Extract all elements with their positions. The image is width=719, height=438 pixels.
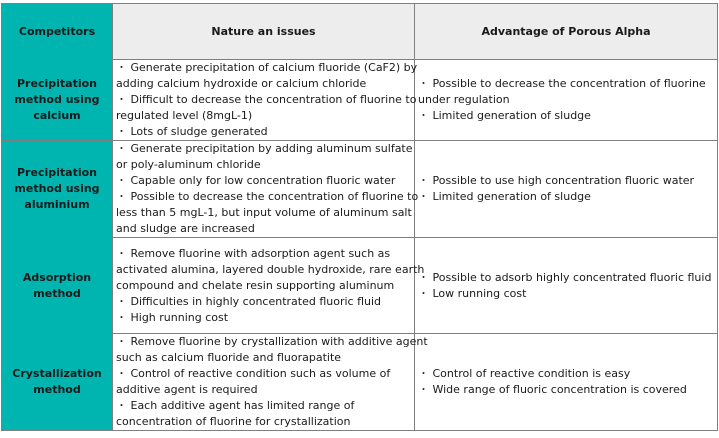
issue-line: and sludge are increased	[116, 222, 255, 235]
issue-line: ・ Remove fluorine by crystallization with additive agent	[116, 335, 428, 348]
competitor-name-line: method using	[14, 93, 100, 106]
advantage-line: ・ Limited generation of sludge	[418, 109, 591, 122]
advantage-line: ・ Possible to use high concentration fluoric water	[418, 174, 695, 187]
issue-line: ・ High running cost	[116, 310, 229, 324]
advantage-line: ・ Wide range of fluoric concentration is covered	[418, 383, 687, 396]
issue-line: or poly-aluminum chloride	[116, 158, 261, 171]
issue-line: ・ Difficult to decrease the concentration of fluorine to	[116, 93, 417, 106]
competitor-name	[2, 334, 113, 431]
competitor-name-line: method	[33, 286, 81, 300]
competitor-name	[2, 60, 113, 141]
advantage-line: ・ Limited generation of sludge	[418, 190, 591, 203]
issue-line: ・ Capable only for low concentration fluoric water	[116, 174, 396, 187]
competitor-name	[2, 238, 113, 334]
table-row	[2, 141, 718, 238]
header-advantage: Advantage of Porous Alpha	[415, 4, 718, 60]
issue-line: ・ Each additive agent has limited range of	[116, 399, 355, 412]
advantages-cell	[415, 141, 718, 238]
advantage-line: ・ Control of reactive condition is easy	[418, 367, 631, 380]
issues-cell	[113, 334, 428, 431]
issues-cell	[113, 60, 418, 141]
header-nature-issues: Nature an issues	[113, 4, 415, 60]
issue-line: additive agent is required	[116, 383, 258, 396]
competitor-name-line: calcium	[33, 109, 81, 122]
issue-line: concentration of fluorine for crystallization	[116, 415, 351, 428]
competitor-name-line: method	[33, 383, 81, 396]
issue-line: activated alumina, layered double hydroxide, rare earth	[116, 262, 425, 276]
competitor-comparison-table	[1, 3, 718, 431]
issue-line: such as calcium fluoride and fluorapatite	[116, 351, 342, 364]
issue-line: ・ Lots of sludge generated	[116, 125, 268, 138]
competitor-name-line: method using	[14, 182, 100, 195]
issue-line: ・ Possible to decrease the concentration of fluorine to	[116, 190, 419, 203]
competitor-name-line: Precipitation	[17, 77, 97, 90]
table-row	[2, 238, 718, 334]
table-row	[2, 60, 718, 141]
advantage-line: ・ Possible to adsorb highly concentrated fluoric fluid	[418, 270, 712, 284]
issue-line: ・ Remove fluorine with adsorption agent such as	[116, 246, 391, 260]
issues-cell	[113, 141, 419, 238]
table-row	[2, 334, 718, 431]
issue-line: compound and chelate resin supporting aluminum	[116, 278, 395, 292]
issue-line: ・ Control of reactive condition such as volume of	[116, 367, 391, 380]
advantages-cell	[415, 238, 718, 334]
advantage-line: ・ Possible to decrease the concentration of fluorine	[418, 77, 706, 90]
issue-line: ・ Generate precipitation of calcium fluoride (CaF2) by	[116, 61, 418, 74]
advantage-line: under regulation	[418, 93, 510, 106]
advantages-cell	[415, 334, 718, 431]
competitor-name-line: aluminium	[24, 198, 90, 211]
issue-line: regulated level (8mgL-1)	[116, 109, 253, 122]
competitor-name-line: Crystallization	[12, 367, 102, 380]
table-header-row	[2, 4, 718, 60]
issue-line: adding calcium hydroxide or calcium chloride	[116, 77, 367, 90]
competitor-name-line: Adsorption	[22, 270, 92, 284]
competitor-name-line: Precipitation	[17, 166, 97, 179]
header-competitors: Competitors	[2, 4, 113, 60]
issue-line: less than 5 mgL-1, but input volume of aluminum salt	[116, 206, 412, 219]
advantage-line: ・ Low running cost	[418, 286, 527, 300]
issue-line: ・ Difficulties in highly concentrated fluoric fluid	[116, 294, 382, 308]
issues-cell	[113, 238, 425, 334]
issue-line: ・ Generate precipitation by adding aluminum sulfate	[116, 142, 413, 155]
competitor-name	[2, 141, 113, 238]
advantages-cell	[415, 60, 718, 141]
